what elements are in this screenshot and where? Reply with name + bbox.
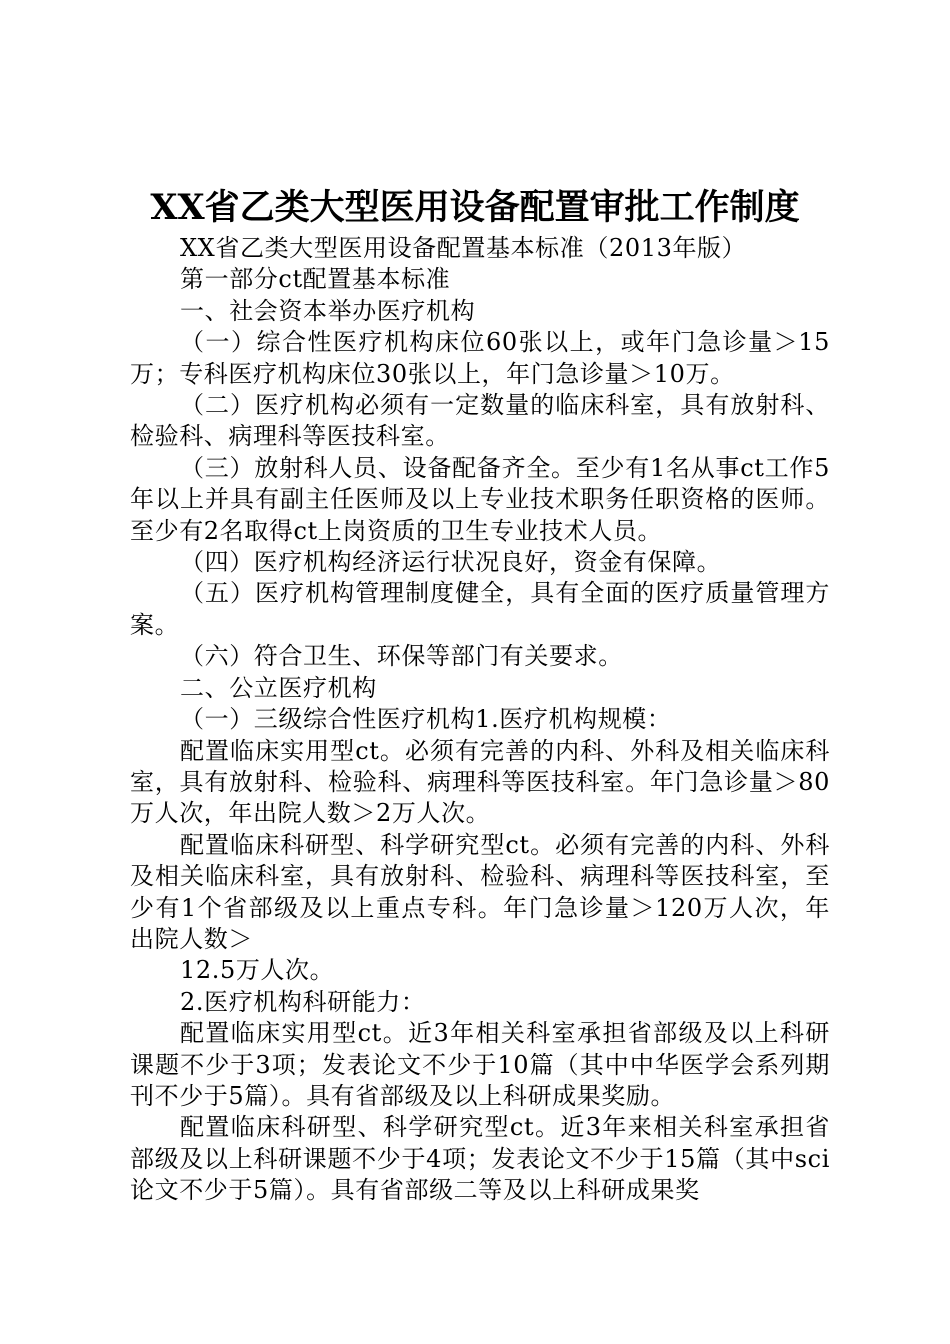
paragraph: 一、社会资本举办医疗机构 (180, 296, 476, 325)
paragraph: （四）医疗机构经济运行状况良好，资金有保障。 (180, 548, 722, 577)
paragraph: （五）医疗机构管理制度健全，具有全面的医疗质量管理方案。 (130, 579, 830, 639)
paragraph: 配置临床科研型、科学研究型ct。必须有完善的内科、外科及相关临床科室，具有放射科、检验科、病理科等医技科室，至少有1个省部级及以上重点专科。年门急诊量＞120万人次，年出院人数＞ (130, 830, 830, 953)
paragraph: 2.医疗机构科研能力： (180, 987, 426, 1016)
paragraph: 二、公立医疗机构 (180, 673, 377, 702)
paragraph: （六）符合卫生、环保等部门有关要求。 (180, 642, 623, 671)
paragraph: 配置临床实用型ct。必须有完善的内科、外科及相关临床科室，具有放射科、检验科、病理科等医技科室。年门急诊量＞80万人次，年出院人数＞2万人次。 (130, 736, 830, 828)
paragraph: （一）综合性医疗机构床位60张以上，或年门急诊量＞15万；专科医疗机构床位30张以上，年门急诊量＞10万。 (130, 328, 830, 388)
document-body (130, 233, 830, 1207)
paragraph: （二）医疗机构必须有一定数量的临床科室，具有放射科、检验科、病理科等医技科室。 (130, 391, 830, 451)
paragraph: XX省乙类大型医用设备配置基本标准（2013年版） (180, 234, 747, 262)
paragraph: 12.5万人次。 (180, 956, 335, 985)
paragraph: 配置临床科研型、科学研究型ct。近3年来相关科室承担省部级及以上科研课题不少于4项；发表论文不少于15篇（其中sci论文不少于5篇）。具有省部级二等及以上科研成果奖 (130, 1113, 830, 1205)
paragraph: （三）放射科人员、设备配备齐全。至少有1名从事ct工作5年以上并具有副主任医师及以上专业技术职务任职资格的医师。至少有2名取得ct上岗资质的卫生专业技术人员。 (130, 453, 830, 545)
document-title: XX省乙类大型医用设备配置审批工作制度 (150, 187, 800, 228)
paragraph: 第一部分ct配置基本标准 (180, 265, 451, 294)
paragraph: 配置临床实用型ct。近3年相关科室承担省部级及以上科研课题不少于3项；发表论文不少于10篇（其中中华医学会系列期刊不少于5篇）。具有省部级及以上科研成果奖励。 (130, 1019, 830, 1110)
paragraph: （一）三级综合性医疗机构1.医疗机构规模： (180, 705, 672, 734)
